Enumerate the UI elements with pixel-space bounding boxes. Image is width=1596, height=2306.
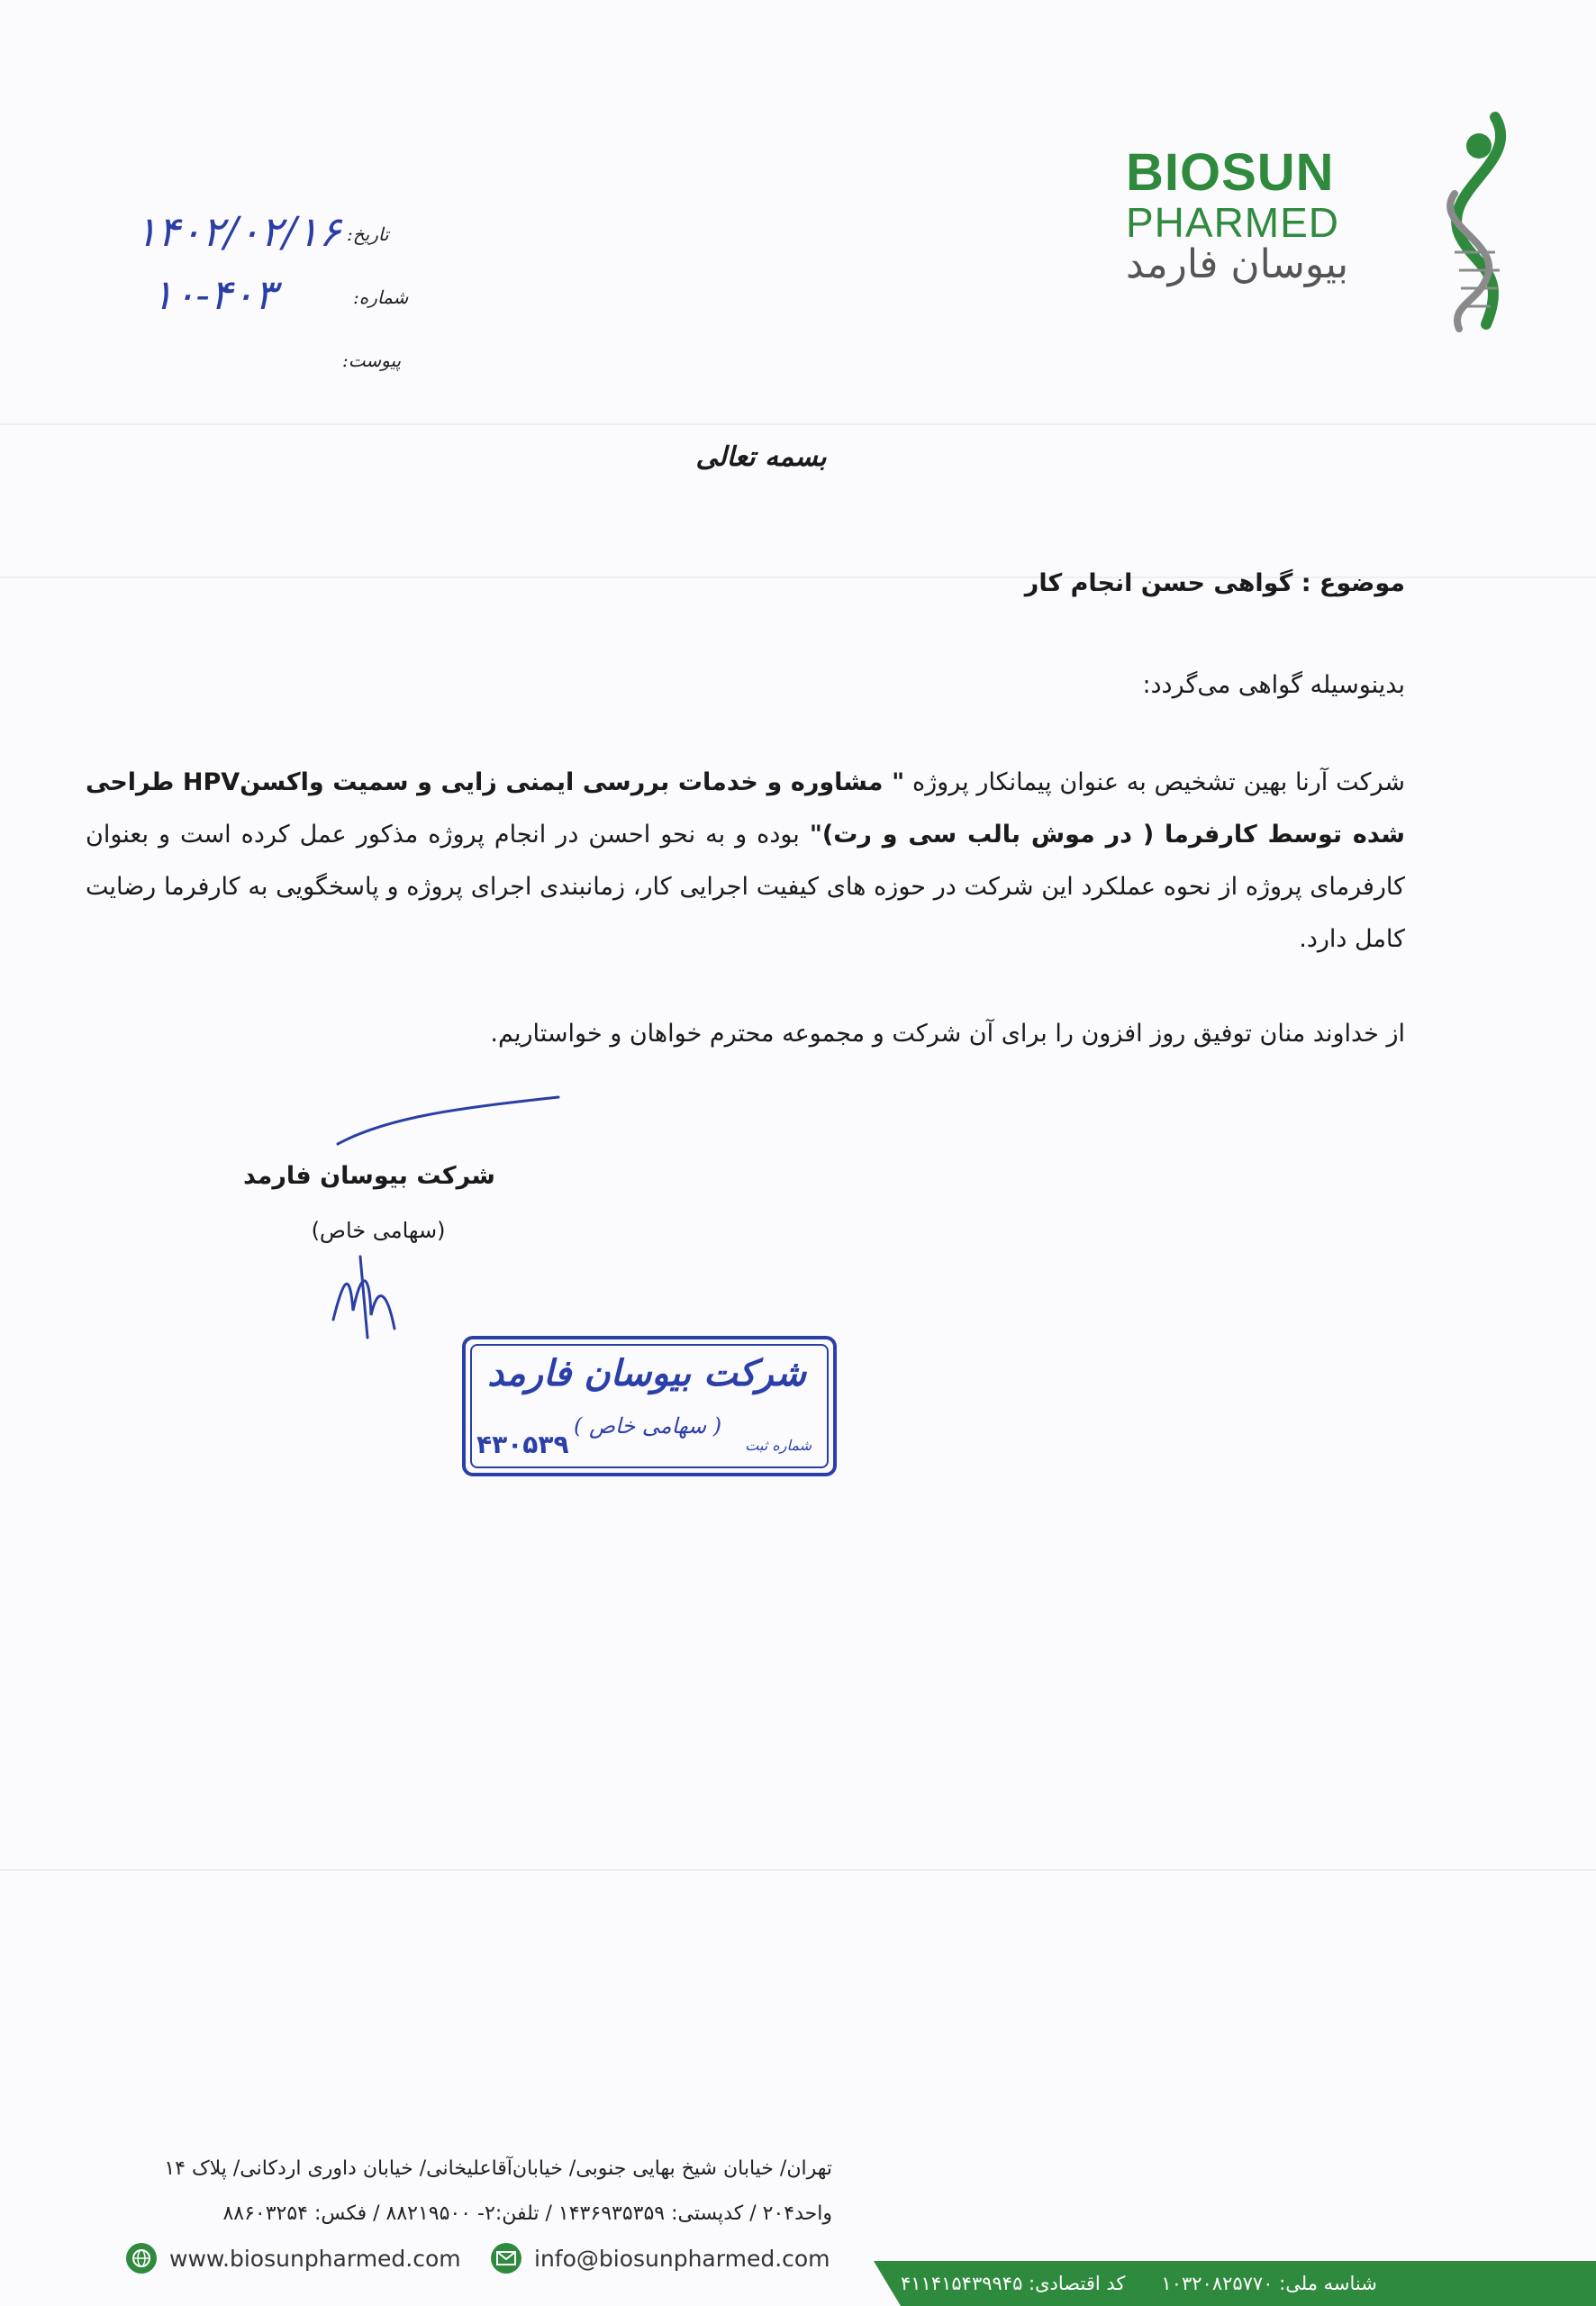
date-label: تاریخ: — [347, 223, 389, 245]
signatory-company: شرکت بیوسان فارمد — [243, 1162, 495, 1190]
footer-address-line1: تهران/ خیابان شیخ بهایی جنوبی/ خیابان‌آقاعلیخانی/ خیابان داوری اردکانی/ پلاک ۱۴ — [164, 2157, 832, 2180]
stamp-registration-number: ۴۳۰۵۳۹ — [476, 1430, 569, 1459]
body-text-part1: شرکت آرنا بهین تشخیص به عنوان پیمانکار پروژه — [904, 768, 1405, 796]
logo-text-persian: بیوسان فارمد — [1126, 241, 1349, 287]
national-id: شناسه ملی: ۱۰۳۲۰۸۲۵۷۷۰ — [1161, 2273, 1377, 2294]
email-contact[interactable] — [491, 2243, 830, 2274]
website-contact[interactable] — [126, 2243, 461, 2274]
date-value: ۱۴۰۲/۰۲/۱۶ — [135, 207, 341, 256]
dna-helix-icon — [1423, 108, 1522, 333]
handwritten-signature — [324, 1248, 432, 1347]
body-text-part2: بوده و به نحو احسن در انجام پروژه مذکور عمل کرده است و بعنوان کارفرمای پروژه از نحوه عملکرد این شرکت در حوزه های کیفیت اجرایی کار، زمانبندی اجرای پروژه و پاسخگویی به کارفرما رضایت کامل دارد. — [86, 821, 1405, 953]
stamp-registration-label: شماره ثبت — [745, 1437, 812, 1454]
signature-stroke — [315, 1090, 567, 1153]
letter-body — [86, 757, 1405, 966]
scan-line — [0, 1869, 1596, 1871]
stamp-company-name: شرکت بیوسان فارمد — [487, 1352, 806, 1394]
number-label: شماره: — [353, 286, 409, 308]
signatory-company-type: (سهامی خاص) — [311, 1218, 446, 1243]
letter-subject: موضوع : گواهی حسن انجام کار — [1024, 569, 1405, 597]
letter-greeting: بدینوسیله گواهی می‌گردد: — [1142, 671, 1405, 699]
logo-text-pharmed: PHARMED — [1126, 199, 1340, 246]
logo-text-biosun: BIOSUN — [1126, 143, 1335, 202]
number-value: ۱۰-۴۰۳ — [151, 270, 277, 319]
bismillah-heading: بسمه تعالی — [695, 441, 827, 473]
footer-address-line2: واحد۲۰۴ / کدپستی: ۱۴۳۶۹۳۵۳۵۹ / تلفن:۲- ۸۸۲۱۹۵۰۰ / فکس: ۸۸۶۰۳۲۵۴ — [222, 2202, 832, 2225]
scan-line — [0, 423, 1596, 425]
envelope-icon — [491, 2243, 521, 2274]
email-link[interactable]: info@biosunpharmed.com — [534, 2245, 830, 2272]
globe-icon — [126, 2243, 157, 2274]
body-text-project-title: " مشاوره و خدمات بررسی ایمنی زایی و سمیت واکسنHPV طراحی شده توسط کارفرما ( در موش بالب سی و رت)" — [86, 768, 1405, 849]
attachment-label: پیوست: — [342, 350, 402, 371]
letter-closing: از خداوند منان توفیق روز افزون را برای آن شرکت و مجموعه محترم خواهان و خواستاریم. — [490, 1020, 1405, 1048]
stamp-company-type: ( سهامی خاص ) — [574, 1413, 722, 1439]
economic-code: کد اقتصادی: ۴۱۱۴۱۵۴۳۹۹۴۵ — [901, 2273, 1126, 2294]
website-link[interactable]: www.biosunpharmed.com — [169, 2245, 461, 2272]
company-logo — [1117, 108, 1531, 333]
registration-info — [901, 2261, 1585, 2306]
company-stamp — [462, 1336, 837, 1476]
